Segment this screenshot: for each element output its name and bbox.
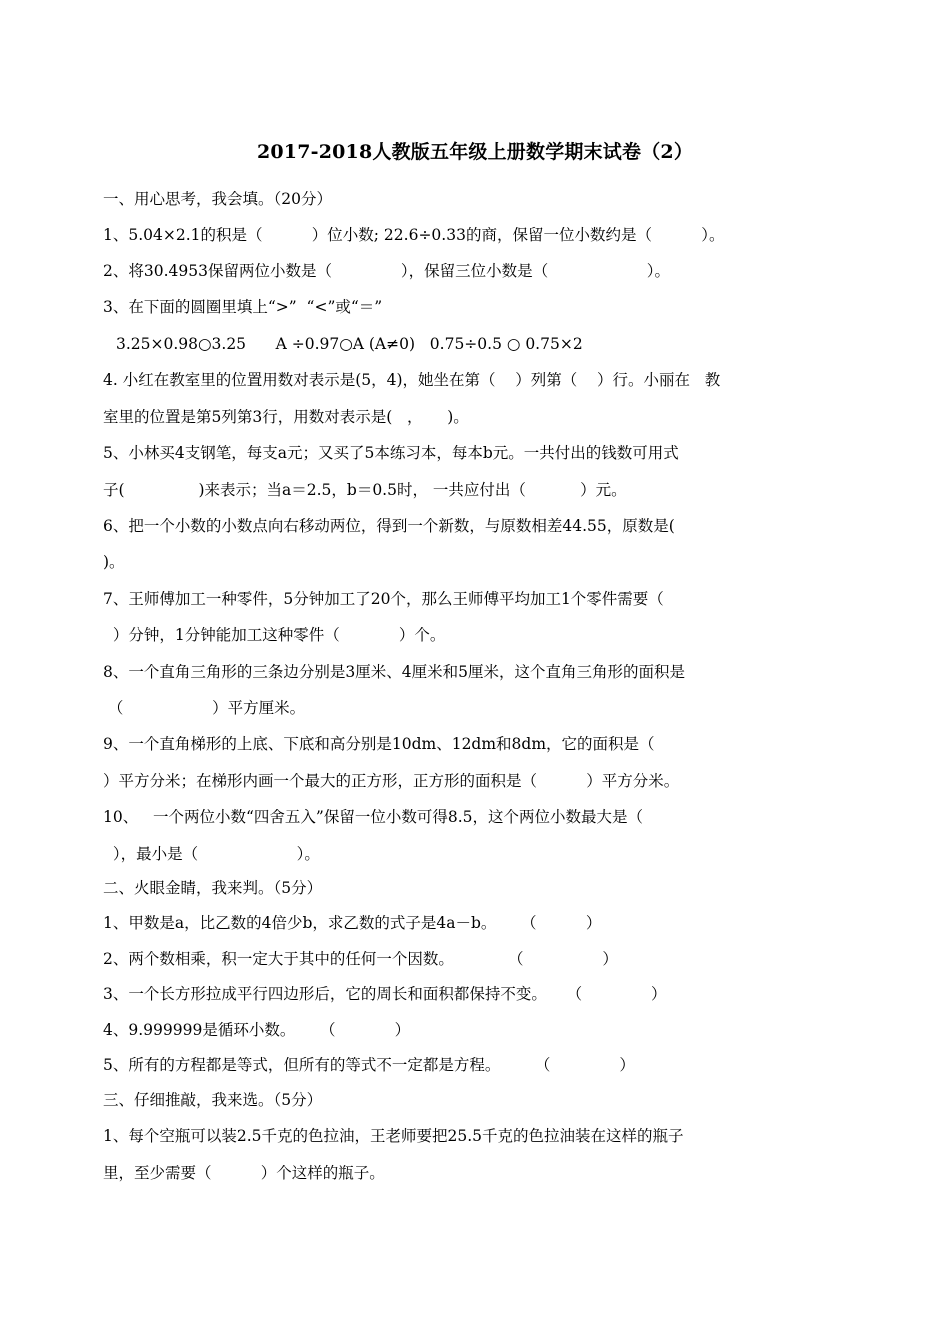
question-1-8: 8、一个直角三角形的三条边分别是3厘米、4厘米和5厘米，这个直角三角形的面积是 (103, 663, 685, 681)
question-2-4: 4、9.999999是循环小数。 （ ） (103, 1021, 411, 1039)
question-1-3-comparisons: 3.25×0.98○3.25 A ÷0.97○A (A≠0) 0.75÷0.5 ○ 0.75×2 (116, 335, 583, 353)
question-1-5-cont: 子( )来表示；当a＝2.5，b＝0.5时， 一共应付出（ ）元。 (103, 481, 627, 499)
exam-title: 2017-2018人教版五年级上册数学期末试卷（2） (256, 141, 694, 163)
question-1-10-cont: ），最小是（ ）。 (103, 845, 320, 863)
question-1-10: 10、 一个两位小数“四舍五入”保留一位小数可得8.5，这个两位小数最大是（ (103, 808, 644, 826)
question-1-5: 5、小林买4支钢笔，每支a元；又买了5本练习本，每本b元。一共付出的钱数可用式 (103, 444, 679, 462)
question-1-4: 4. 小红在教室里的位置用数对表示是(5，4)，她坐在第（ ）列第（ ）行。小丽在 教 (103, 371, 721, 389)
section-3-heading: 三、仔细推敲，我来选。（5分） (103, 1091, 323, 1109)
section-1-heading: 一、用心思考，我会填。（20分） (103, 190, 332, 208)
question-1-6-cont: )。 (103, 553, 125, 571)
question-1-7: 7、王师傅加工一种零件，5分钟加工了20个，那么王师傅平均加工1个零件需要（ (103, 590, 664, 608)
question-1-2: 2、将30.4953保留两位小数是（ ），保留三位小数是（ ）。 (103, 262, 670, 280)
question-1-4-cont: 室里的位置是第5列第3行，用数对表示是( ， )。 (103, 408, 469, 426)
question-1-3: 3、在下面的圆圈里填上“>” “<”或“＝” (103, 298, 383, 316)
question-2-1: 1、甲数是a，比乙数的4倍少b，求乙数的式子是4a－b。 （ ） (103, 914, 602, 932)
question-1-9-cont: ）平方分米；在梯形内画一个最大的正方形，正方形的面积是（ ）平方分米。 (103, 772, 680, 790)
question-3-1-cont: 里，至少需要（ ）个这样的瓶子。 (103, 1164, 385, 1182)
question-1-7-cont: ）分钟，1分钟能加工这种零件（ ）个。 (103, 626, 446, 644)
question-2-2: 2、两个数相乘，积一定大于其中的任何一个因数。 （ ） (103, 950, 618, 968)
question-1-1: 1、5.04×2.1的积是（ ）位小数; 22.6÷0.33的商，保留一位小数约是（ ）。 (103, 226, 725, 244)
question-1-6: 6、把一个小数的小数点向右移动两位，得到一个新数，与原数相差44.55，原数是( (103, 517, 675, 535)
question-3-1: 1、每个空瓶可以装2.5千克的色拉油，王老师要把25.5千克的色拉油装在这样的瓶子 (103, 1127, 684, 1145)
question-1-8-cont: （ ）平方厘米。 (103, 699, 306, 717)
section-2-heading: 二、火眼金睛，我来判。（5分） (103, 879, 323, 897)
question-2-5: 5、所有的方程都是等式，但所有的等式不一定都是方程。 （ ） (103, 1056, 635, 1074)
question-2-3: 3、一个长方形拉成平行四边形后，它的周长和面积都保持不变。 （ ） (103, 985, 667, 1003)
question-1-9: 9、一个直角梯形的上底、下底和高分别是10dm、12dm和8dm，它的面积是（ (103, 735, 655, 753)
